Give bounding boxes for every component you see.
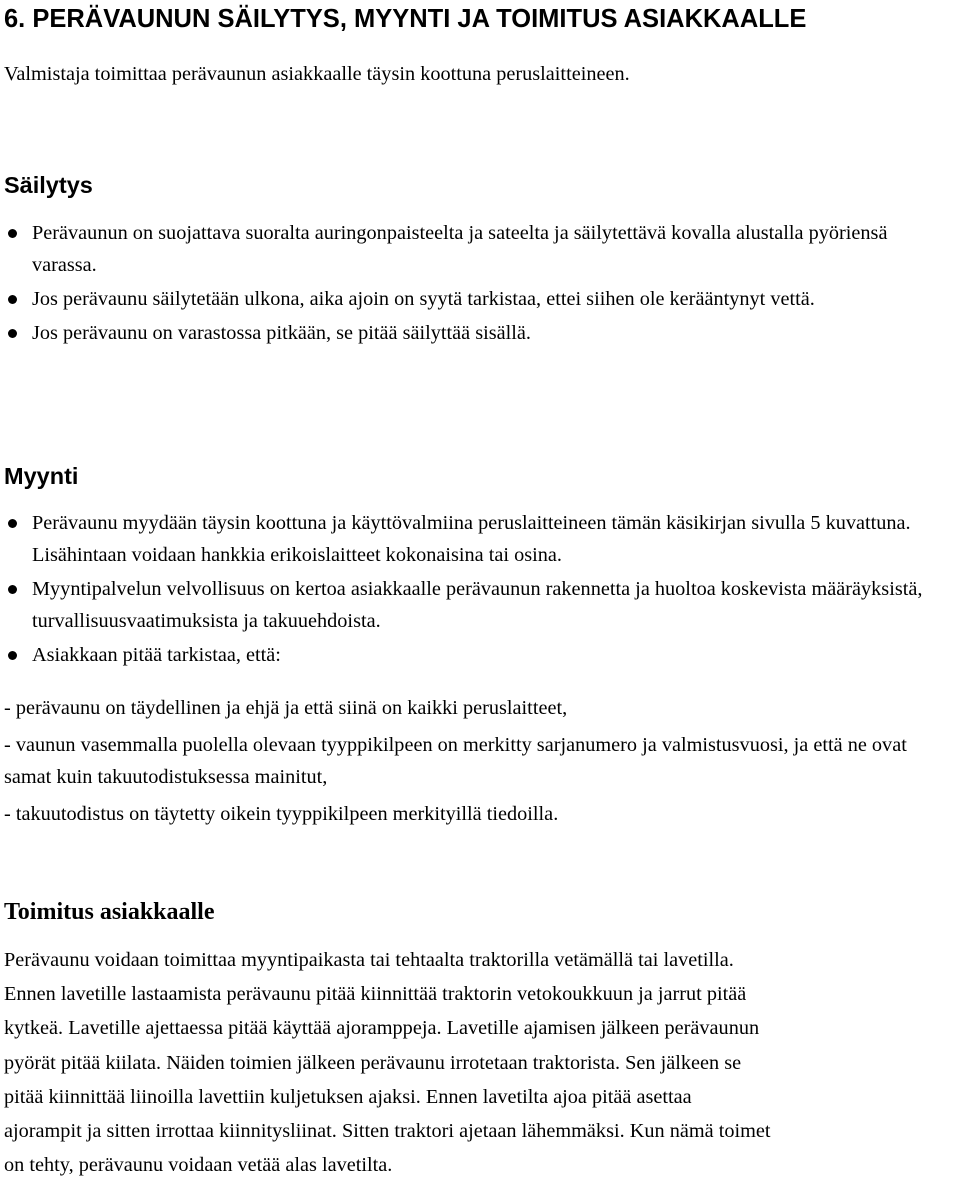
check-item: - perävaunu on täydellinen ja ehjä ja että siinä on kaikki peruslaitteet, (4, 697, 568, 719)
delivery-line: pyörät pitää kiilata. Näiden toimien jälkeen perävaunu irrotetaan traktorista. Sen jälkeen se (4, 1051, 742, 1074)
bullet-icon (8, 329, 17, 338)
bullet-text: Perävaunun on suojattava suoralta auringonpaisteelta ja sateelta ja säilytettävä kovalla alustalla pyöriensä varassa. (32, 222, 888, 276)
intro-paragraph: Valmistaja toimittaa perävaunun asiakkaalle täysin koottuna peruslaitteineen. (4, 63, 630, 85)
sales-bullet-item (4, 507, 954, 571)
storage-heading: Säilytys (4, 172, 93, 198)
sales-bullet-item (4, 573, 954, 637)
bullet-text: Asiakkaan pitää tarkistaa, että: (32, 644, 281, 666)
bullet-icon (8, 651, 17, 660)
storage-bullet-item (4, 217, 954, 281)
sales-heading: Myynti (4, 463, 79, 489)
bullet-icon (8, 585, 17, 594)
bullet-text: Perävaunu myydään täysin koottuna ja käyttövalmiina peruslaitteineen tämän käsikirjan sivulla 5 kuvattuna. Lisähintaan voidaan hankkia erikoislaitteet kokonaisina tai osina. (32, 512, 911, 566)
delivery-line: ajorampit ja sitten irrottaa kiinnitysliinat. Sitten traktori ajetaan lähemmäksi. Kun nämä toimet (4, 1120, 771, 1143)
sales-bullet-list (4, 507, 954, 673)
sales-bullet-item (4, 639, 954, 671)
bullet-icon (8, 519, 17, 528)
delivery-line: Ennen lavetille lastaamista perävaunu pitää kiinnittää traktorin vetokoukkuun ja jarrut pitää (4, 983, 747, 1006)
storage-bullet-item (4, 283, 954, 315)
delivery-line: kytkeä. Lavetille ajettaessa pitää käyttää ajoramppeja. Lavetille ajamisen jälkeen perävaunun (4, 1017, 760, 1040)
storage-bullet-list (4, 217, 954, 351)
bullet-icon (8, 229, 17, 238)
delivery-heading: Toimitus asiakkaalle (4, 899, 215, 925)
bullet-text: Jos perävaunu on varastossa pitkään, se pitää säilyttää sisällä. (32, 322, 531, 344)
main-heading: 6. PERÄVAUNUN SÄILYTYS, MYYNTI JA TOIMITUS ASIAKKAALLE (4, 5, 807, 33)
storage-bullet-item (4, 317, 954, 349)
bullet-text: Myyntipalvelun velvollisuus on kertoa asiakkaalle perävaunun rakennetta ja huoltoa koskevista määräyksistä, turvallisuusvaatimuksista ja takuuehdoista. (32, 578, 923, 632)
check-item: - vaunun vasemmalla puolella olevaan tyyppikilpeen on merkitty sarjanumero ja valmistusvuosi, ja että ne ovat samat kuin takuutodistuksessa mainitut, (4, 734, 907, 788)
delivery-paragraph (4, 943, 956, 1182)
sales-check-list (4, 692, 954, 835)
delivery-line: on tehty, perävaunu voidaan vetää alas lavetilta. (4, 1154, 393, 1177)
bullet-text: Jos perävaunu säilytetään ulkona, aika ajoin on syytä tarkistaa, ettei siihen ole kerääntynyt vettä. (32, 288, 815, 310)
delivery-line: Perävaunu voidaan toimittaa myyntipaikasta tai tehtaalta traktorilla vetämällä tai lavetilla. (4, 949, 734, 971)
check-item: - takuutodistus on täytetty oikein tyyppikilpeen merkityillä tiedoilla. (4, 803, 559, 825)
bullet-icon (8, 295, 17, 304)
delivery-line: pitää kiinnittää liinoilla lavettiin kuljetuksen ajaksi. Ennen lavetilta ajoa pitää asettaa (4, 1085, 692, 1108)
